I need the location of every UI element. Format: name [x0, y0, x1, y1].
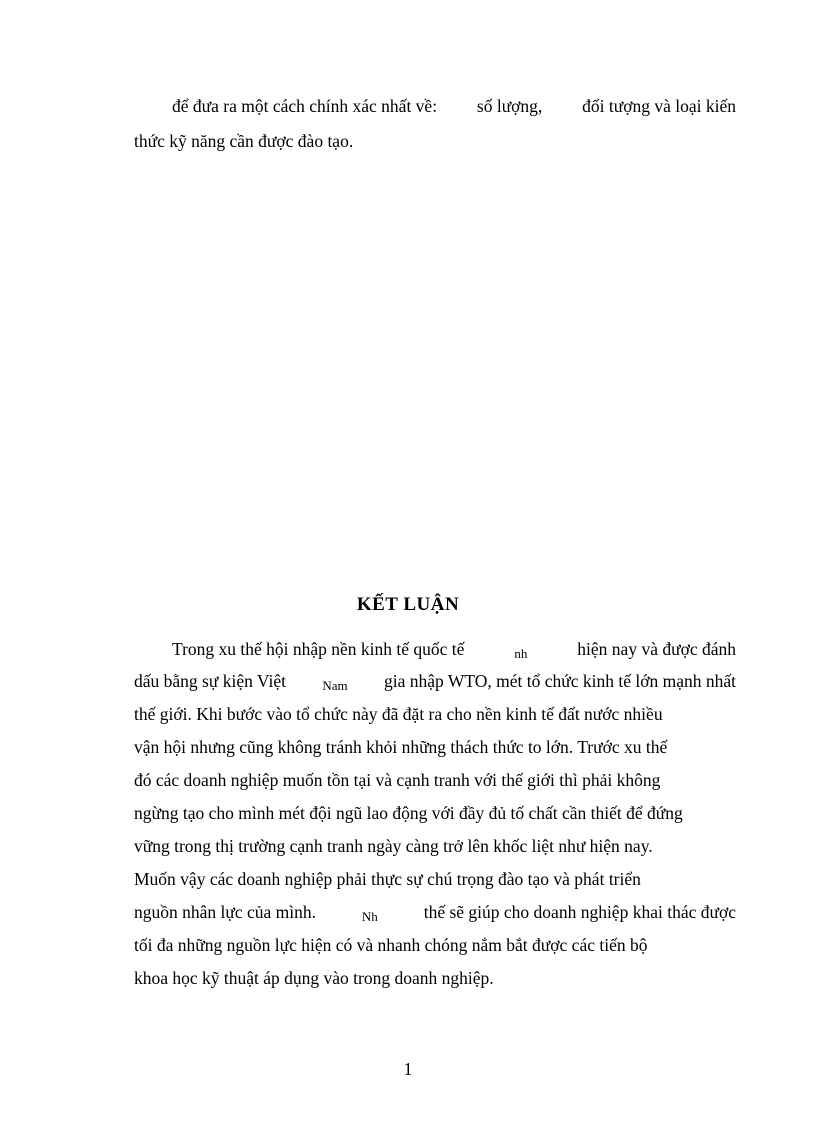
conclusion-line-4-text: vận hội nhưng cũng không tránh khỏi những thách thức to lớn. Trước xu thế	[134, 737, 668, 757]
conclusion-line-1	[0, 638, 816, 660]
conclusion-line-4	[0, 736, 816, 758]
conclusion-line-2	[0, 670, 816, 692]
conclusion-line-10	[0, 934, 816, 956]
conclusion-line-11-text: khoa học kỹ thuật áp dụng vào trong doanh nghiệp.	[134, 968, 494, 988]
conclusion-line-11	[0, 967, 816, 989]
conclusion-line-6-text: ngừng tạo cho mình mét đội ngũ lao động với đầy đủ tố chất cần thiết để đứng	[134, 803, 683, 823]
conclusion-line-8	[0, 868, 816, 890]
conclusion-line-1-part-b: hiện nay và được đánh	[577, 639, 736, 659]
conclusion-line-10-text: tối đa những nguồn lực hiện có và nhanh chóng nắm bắt được các tiến bộ	[134, 935, 648, 955]
conclusion-line-1-part-a: Trong xu thế hội nhập nền kinh tế quốc tế	[172, 639, 465, 659]
conclusion-line-2-part-b: gia nhập WTO, mét tổ chức kinh tế lớn mạnh nhất	[384, 671, 736, 691]
conclusion-line-1-sub: nh	[514, 646, 528, 661]
intro-line-1-part-b: số lượng,	[476, 96, 543, 116]
conclusion-line-7	[0, 835, 816, 857]
conclusion-line-9-part-a: nguồn nhân lực của mình.	[134, 902, 317, 922]
conclusion-line-9	[0, 901, 816, 923]
intro-line-1-part-c: đối tượng và loại kiến	[582, 96, 736, 116]
conclusion-line-3	[0, 703, 816, 725]
intro-line-1	[0, 95, 816, 117]
conclusion-title: KẾT LUẬN	[356, 594, 460, 615]
conclusion-line-9-part-b: thế sẽ giúp cho doanh nghiệp khai thác được	[423, 902, 736, 922]
conclusion-line-5	[0, 769, 816, 791]
conclusion-line-5-text: đó các doanh nghiệp muốn tồn tại và cạnh tranh với thế giới thì phải không	[134, 770, 661, 790]
intro-line-2-text: thức kỹ năng cần được đào tạo.	[134, 131, 354, 151]
intro-line-1-part-a: để đưa ra một cách chính xác nhất về:	[172, 96, 438, 116]
conclusion-line-6	[0, 802, 816, 824]
conclusion-line-7-text: vững trong thị trường cạnh tranh ngày càng trở lên khốc liệt như hiện nay.	[134, 836, 653, 856]
conclusion-line-3-text: thế giới. Khi bước vào tổ chức này đã đặt ra cho nền kinh tế đất nước nhiều	[134, 704, 663, 724]
intro-line-2	[0, 130, 816, 152]
conclusion-line-2-sub: Nam	[322, 678, 348, 693]
conclusion-line-9-sub: Nh	[361, 909, 378, 924]
page-number: 1	[403, 1059, 413, 1079]
conclusion-line-2-part-a: dấu bằng sự kiện Việt	[134, 671, 286, 691]
conclusion-line-8-text: Muốn vậy các doanh nghiệp phải thực sự chú trọng đào tạo và phát triển	[134, 869, 641, 889]
